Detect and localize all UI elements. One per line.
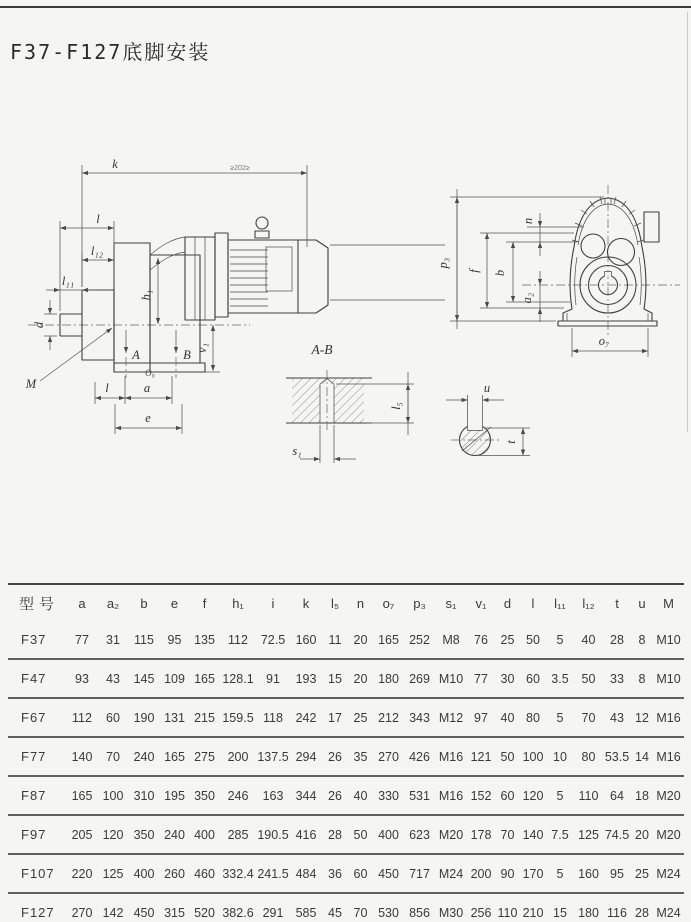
value-cell: 93 (75, 671, 89, 686)
value-cell: M16 (656, 749, 681, 764)
value-cell: M16 (438, 749, 464, 764)
value-cell: 382.6 (222, 905, 254, 920)
value-cell: 45 (328, 905, 342, 920)
value-cell: 210 (522, 905, 544, 920)
value-cell: 193 (295, 671, 317, 686)
value-cell: 344 (295, 788, 317, 803)
value-cell: 50 (353, 827, 368, 842)
value-cell: 137.5 (257, 749, 289, 764)
value-cell: 20 (353, 671, 368, 686)
section-a-b (286, 342, 414, 463)
value-cell: 72.5 (260, 632, 286, 647)
value-cell: 623 (409, 827, 430, 842)
value-cell: 142 (102, 905, 124, 920)
value-cell: 400 (133, 866, 155, 881)
value-cell: 70 (353, 905, 368, 920)
value-cell: 50 (526, 632, 540, 647)
value-cell: M10 (656, 671, 681, 686)
value-cell: 160 (295, 632, 317, 647)
value-cell: 112 (72, 710, 92, 725)
value-cell: M12 (438, 710, 464, 725)
value-cell: 95 (610, 866, 624, 881)
value-cell: 43 (610, 710, 624, 725)
value-cell: 160 (578, 866, 599, 881)
value-cell: 25 (635, 866, 649, 881)
value-cell: 33 (610, 671, 624, 686)
table-row (8, 893, 684, 922)
value-cell: 125 (102, 866, 124, 881)
value-cell: 77 (75, 632, 89, 647)
value-cell: 28 (635, 905, 649, 920)
value-cell: 40 (581, 632, 596, 647)
col-header: h₁ (232, 595, 244, 611)
value-cell: 241.5 (257, 866, 289, 881)
value-cell: 5 (556, 866, 564, 881)
value-cell: 50 (581, 671, 596, 686)
value-cell: 20 (635, 827, 649, 842)
value-cell: 15 (553, 905, 567, 920)
value-cell: 60 (106, 710, 120, 725)
page-title: F37-F127底脚安装 (10, 40, 211, 64)
col-header: k (302, 595, 310, 611)
value-cell: M24 (438, 866, 464, 881)
table-header-row (8, 584, 684, 621)
technical-drawing (0, 95, 691, 545)
value-cell: 350 (133, 827, 155, 842)
col-header: l (531, 595, 535, 611)
value-cell: 450 (378, 866, 399, 881)
value-cell: 530 (378, 905, 399, 920)
dim-label-M: M (25, 377, 37, 391)
value-cell: 74.5 (604, 827, 630, 842)
value-cell: 131 (164, 710, 185, 725)
value-cell: 110 (578, 788, 599, 803)
dim-label-motor-space: ≥202≥ (230, 165, 250, 172)
col-header: b (140, 595, 148, 611)
dim-label-n: n (521, 217, 535, 225)
value-cell: 180 (378, 671, 399, 686)
value-cell: 165 (194, 671, 215, 686)
value-cell: 77 (474, 671, 488, 686)
value-cell: 585 (295, 905, 317, 920)
value-cell: 80 (581, 749, 596, 764)
dim-label-a2: a₂ (520, 292, 534, 304)
value-cell: 269 (409, 671, 430, 686)
model-cell: F107 (21, 866, 55, 881)
value-cell: 50 (500, 749, 515, 764)
value-cell: 95 (167, 632, 182, 647)
value-cell: M30 (438, 905, 464, 920)
value-cell: 520 (194, 905, 215, 920)
value-cell: 285 (227, 827, 249, 842)
value-cell: 25 (500, 632, 515, 647)
value-cell: 170 (522, 866, 544, 881)
value-cell: 30 (500, 671, 515, 686)
value-cell: 121 (470, 749, 492, 764)
dim-label-s1: s₁ (292, 444, 302, 458)
value-cell: 91 (266, 671, 280, 686)
col-header-model: 型号 (19, 595, 60, 613)
table-row (8, 621, 684, 659)
value-cell: 310 (133, 788, 155, 803)
value-cell: 350 (194, 788, 215, 803)
value-cell: 256 (470, 905, 492, 920)
value-cell: 205 (71, 827, 93, 842)
dim-label-d: d (32, 321, 46, 329)
value-cell: M24 (656, 905, 681, 920)
value-cell: 18 (635, 788, 649, 803)
value-cell: 12 (635, 710, 649, 725)
value-cell: 20 (353, 632, 368, 647)
section-title: A-B (311, 342, 333, 357)
value-cell: M20 (656, 788, 681, 803)
value-cell: 115 (134, 632, 154, 647)
value-cell: 118 (263, 710, 283, 725)
value-cell: 240 (164, 827, 185, 842)
model-cell: F97 (21, 827, 47, 842)
value-cell: 110 (497, 905, 518, 920)
value-cell: 40 (500, 710, 515, 725)
value-cell: 8 (638, 632, 646, 647)
value-cell: 76 (474, 632, 488, 647)
col-header: f (202, 595, 207, 611)
value-cell: 125 (578, 827, 599, 842)
value-cell: 11 (328, 632, 342, 647)
value-cell: 200 (227, 749, 249, 764)
value-cell: 315 (164, 905, 185, 920)
col-header: i (271, 595, 275, 611)
model-cell: F77 (21, 749, 47, 764)
col-header: v₁ (475, 595, 487, 611)
value-cell: M10 (656, 632, 681, 647)
value-cell: 330 (378, 788, 399, 803)
value-cell: 294 (295, 749, 317, 764)
value-cell: 28 (610, 632, 624, 647)
col-header: p₃ (413, 595, 426, 611)
value-cell: M16 (438, 788, 464, 803)
col-header: a₂ (106, 595, 120, 611)
value-cell: 145 (133, 671, 155, 686)
value-cell: 450 (133, 905, 155, 920)
value-cell: 140 (71, 749, 93, 764)
label-o9: O₉ (145, 368, 155, 378)
model-cell: F37 (21, 632, 47, 647)
value-cell: 100 (102, 788, 124, 803)
model-cell: F127 (21, 905, 55, 920)
value-cell: 200 (470, 866, 492, 881)
value-cell: 190 (133, 710, 155, 725)
dim-label-l5: l₅ (389, 402, 403, 410)
value-cell: 531 (409, 788, 430, 803)
dim-label-e: e (145, 411, 151, 425)
col-header: e (170, 595, 179, 611)
value-cell: 60 (526, 671, 540, 686)
value-cell: 260 (164, 866, 185, 881)
col-header: l₁₂ (582, 595, 595, 611)
value-cell: 5 (556, 632, 564, 647)
page-top-rule (0, 6, 691, 8)
value-cell: 10 (553, 749, 567, 764)
value-cell: 178 (470, 827, 492, 842)
value-cell: 100 (522, 749, 544, 764)
table-row (8, 854, 684, 893)
value-cell: 36 (328, 866, 342, 881)
value-cell: 400 (194, 827, 215, 842)
model-cell: F87 (21, 788, 47, 803)
value-cell: 856 (409, 905, 430, 920)
dim-label-p3: p₃ (436, 257, 450, 269)
value-cell: 180 (578, 905, 599, 920)
value-cell: 460 (194, 866, 215, 881)
value-cell: 270 (71, 905, 93, 920)
value-cell: 116 (607, 905, 627, 920)
value-cell: 17 (328, 710, 342, 725)
value-cell: 240 (133, 749, 155, 764)
dim-label-b: b (493, 269, 507, 277)
value-cell: 215 (194, 710, 215, 725)
value-cell: 5 (556, 788, 564, 803)
dim-label-l-top: l (96, 212, 100, 226)
col-header: l₅ (330, 595, 340, 611)
value-cell: 252 (409, 632, 430, 647)
value-cell: 25 (353, 710, 368, 725)
value-cell: 416 (295, 827, 317, 842)
table-row (8, 659, 684, 698)
value-cell: 220 (71, 866, 93, 881)
value-cell: 717 (409, 866, 430, 881)
value-cell: 97 (474, 710, 488, 725)
value-cell: 152 (470, 788, 492, 803)
value-cell: 31 (106, 632, 120, 647)
col-header: u (638, 595, 646, 611)
value-cell: M16 (656, 710, 681, 725)
value-cell: 109 (164, 671, 185, 686)
value-cell: 270 (378, 749, 399, 764)
table-body (8, 621, 684, 922)
value-cell: M24 (656, 866, 681, 881)
value-cell: 8 (638, 671, 646, 686)
value-cell: M20 (656, 827, 681, 842)
value-cell: 484 (295, 866, 317, 881)
dim-label-o7: o₇ (598, 334, 610, 348)
value-cell: 246 (227, 788, 249, 803)
value-cell: 35 (353, 749, 368, 764)
dim-label-h1: h₁ (139, 289, 153, 301)
shaft-section (446, 381, 530, 456)
col-header: s₁ (445, 595, 457, 611)
dim-label-t: t (504, 440, 518, 444)
value-cell: 70 (581, 710, 596, 725)
dim-label-l11: l₁₁ (61, 274, 75, 288)
value-cell: 343 (409, 710, 430, 725)
dimension-table (8, 583, 684, 922)
dim-label-u: u (483, 381, 491, 395)
value-cell: 14 (635, 749, 649, 764)
value-cell: 275 (194, 749, 215, 764)
dim-label-l12: l₁₂ (90, 244, 104, 258)
col-header: a (78, 595, 86, 611)
value-cell: 190.5 (257, 827, 289, 842)
value-cell: 53.5 (604, 749, 630, 764)
value-cell: M20 (438, 827, 464, 842)
value-cell: 128.1 (222, 671, 254, 686)
col-header: d (503, 595, 512, 611)
value-cell: 195 (164, 788, 185, 803)
value-cell: 140 (522, 827, 544, 842)
table-row (8, 698, 684, 737)
point-label-B: B (183, 348, 191, 362)
value-cell: 242 (295, 710, 317, 725)
value-cell: 400 (378, 827, 399, 842)
table-row (8, 776, 684, 815)
side-view (25, 157, 445, 434)
value-cell: 332.4 (222, 866, 254, 881)
value-cell: 80 (526, 710, 540, 725)
value-cell: 40 (353, 788, 368, 803)
col-header: n (356, 595, 365, 611)
value-cell: 28 (328, 827, 342, 842)
value-cell: 64 (610, 788, 624, 803)
value-cell: 15 (328, 671, 342, 686)
value-cell: 112 (228, 632, 248, 647)
value-cell: 70 (106, 749, 120, 764)
value-cell: 165 (164, 749, 185, 764)
value-cell: 5 (556, 710, 564, 725)
value-cell: 426 (409, 749, 430, 764)
value-cell: 135 (194, 632, 215, 647)
value-cell: 7.5 (551, 827, 569, 842)
value-cell: M10 (438, 671, 464, 686)
value-cell: 90 (500, 866, 515, 881)
value-cell: 120 (102, 827, 124, 842)
value-cell: 120 (522, 788, 544, 803)
value-cell: 3.5 (551, 671, 569, 686)
table-row (8, 815, 684, 854)
col-header: l₁₁ (554, 595, 566, 611)
point-label-A: A (132, 348, 140, 362)
value-cell: 70 (500, 827, 515, 842)
dim-label-f: f (467, 269, 481, 273)
value-cell: 26 (328, 788, 342, 803)
value-cell: 60 (500, 788, 515, 803)
value-cell: M8 (442, 632, 460, 647)
value-cell: 165 (378, 632, 399, 647)
dim-label-v1: v₁ (195, 343, 209, 353)
value-cell: 26 (328, 749, 342, 764)
value-cell: 165 (71, 788, 93, 803)
dim-label-k: k (112, 157, 118, 171)
model-cell: F67 (21, 710, 47, 725)
value-cell: 291 (262, 905, 284, 920)
model-cell: F47 (21, 671, 47, 686)
table-row (8, 737, 684, 776)
dim-label-a: a (143, 381, 151, 395)
value-cell: 159.5 (222, 710, 254, 725)
front-view (436, 185, 680, 357)
value-cell: 163 (262, 788, 284, 803)
value-cell: 212 (378, 710, 399, 725)
col-header: M (663, 595, 674, 611)
value-cell: 43 (106, 671, 120, 686)
value-cell: 60 (353, 866, 368, 881)
col-header: o₇ (382, 595, 395, 611)
dim-label-l-bottom: l (105, 381, 109, 395)
col-header: t (615, 595, 619, 611)
